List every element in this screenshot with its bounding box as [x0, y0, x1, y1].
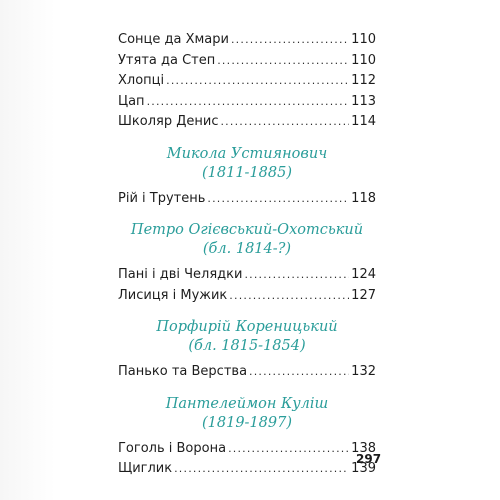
toc-leader-dots: [147, 92, 350, 113]
toc-leader-dots: [229, 286, 349, 307]
table-of-contents: [118, 30, 376, 480]
toc-entry[interactable]: [118, 362, 376, 383]
toc-section-4: [118, 439, 376, 480]
toc-entry-page: 138: [351, 440, 376, 456]
author-name: Порфирій Кореницький: [156, 319, 338, 335]
toc-entry-title: Сонце да Хмари: [118, 32, 229, 47]
toc-entry-page: 112: [351, 73, 376, 88]
toc-section-3: [118, 362, 376, 383]
toc-entry-title: Щиглик: [118, 461, 173, 476]
author-years: (бл. 1815-1854): [188, 338, 306, 354]
author-heading: [118, 395, 376, 433]
author-years: (бл. 1814-?): [202, 241, 292, 257]
toc-leader-dots: [166, 71, 349, 92]
page-margin: [0, 0, 92, 500]
toc-entry-title: Панько та Верства: [118, 364, 248, 379]
author-heading: [118, 318, 376, 356]
toc-entry-page: 124: [351, 267, 376, 282]
toc-entry[interactable]: [118, 265, 376, 286]
toc-entry-page: 110: [351, 52, 376, 68]
toc-entry-page: 110: [351, 32, 376, 47]
author-years: (1811-1885): [201, 164, 293, 181]
toc-leader-dots: [220, 112, 349, 133]
toc-entry[interactable]: [118, 92, 376, 113]
toc-entry[interactable]: [118, 71, 376, 92]
toc-entry-page: 114: [351, 114, 376, 129]
toc-entry[interactable]: [118, 30, 376, 51]
toc-entry-page: 132: [351, 364, 376, 379]
toc-entry-page: 139: [351, 461, 376, 476]
author-name: Пантелеймон Куліш: [165, 395, 329, 412]
toc-leader-dots: [228, 439, 349, 460]
toc-entry-title: Лисиця і Мужик: [118, 287, 228, 303]
author-name: Микола Устиянович: [166, 145, 328, 162]
toc-entry-title: Цап: [118, 93, 145, 109]
toc-section-1: [118, 189, 376, 210]
toc-entry[interactable]: [118, 286, 376, 307]
toc-entry-page: 127: [351, 287, 376, 303]
toc-entry-page: 113: [351, 93, 376, 109]
toc-leader-dots: [231, 30, 349, 51]
toc-leader-dots: [217, 51, 349, 72]
toc-entry-title: Школяр Денис: [118, 114, 219, 129]
toc-section-top: [118, 30, 376, 133]
toc-entry-title: Рій і Трутень: [118, 190, 206, 206]
author-years: (1819-1897): [201, 414, 293, 431]
page-number: 297: [356, 452, 382, 466]
toc-entry-title: Утята да Степ: [118, 52, 216, 68]
toc-entry[interactable]: [118, 112, 376, 133]
toc-entry-title: Хлопці: [118, 73, 165, 88]
toc-entry[interactable]: [118, 459, 376, 480]
toc-entry-title: Пані і дві Челядки: [118, 267, 243, 282]
toc-entry[interactable]: [118, 189, 376, 210]
author-name: Петро Огієвський-Охотський: [130, 222, 364, 238]
author-heading: [118, 221, 376, 259]
toc-leader-dots: [174, 459, 349, 480]
author-heading: [118, 145, 376, 183]
toc-leader-dots: [249, 362, 349, 383]
toc-leader-dots: [244, 265, 349, 286]
toc-entry-page: 118: [351, 190, 376, 206]
toc-entry-title: Гоголь і Ворона: [118, 440, 227, 456]
toc-leader-dots: [207, 189, 349, 210]
toc-entry[interactable]: [118, 439, 376, 460]
toc-section-2: [118, 265, 376, 306]
toc-entry[interactable]: [118, 51, 376, 72]
